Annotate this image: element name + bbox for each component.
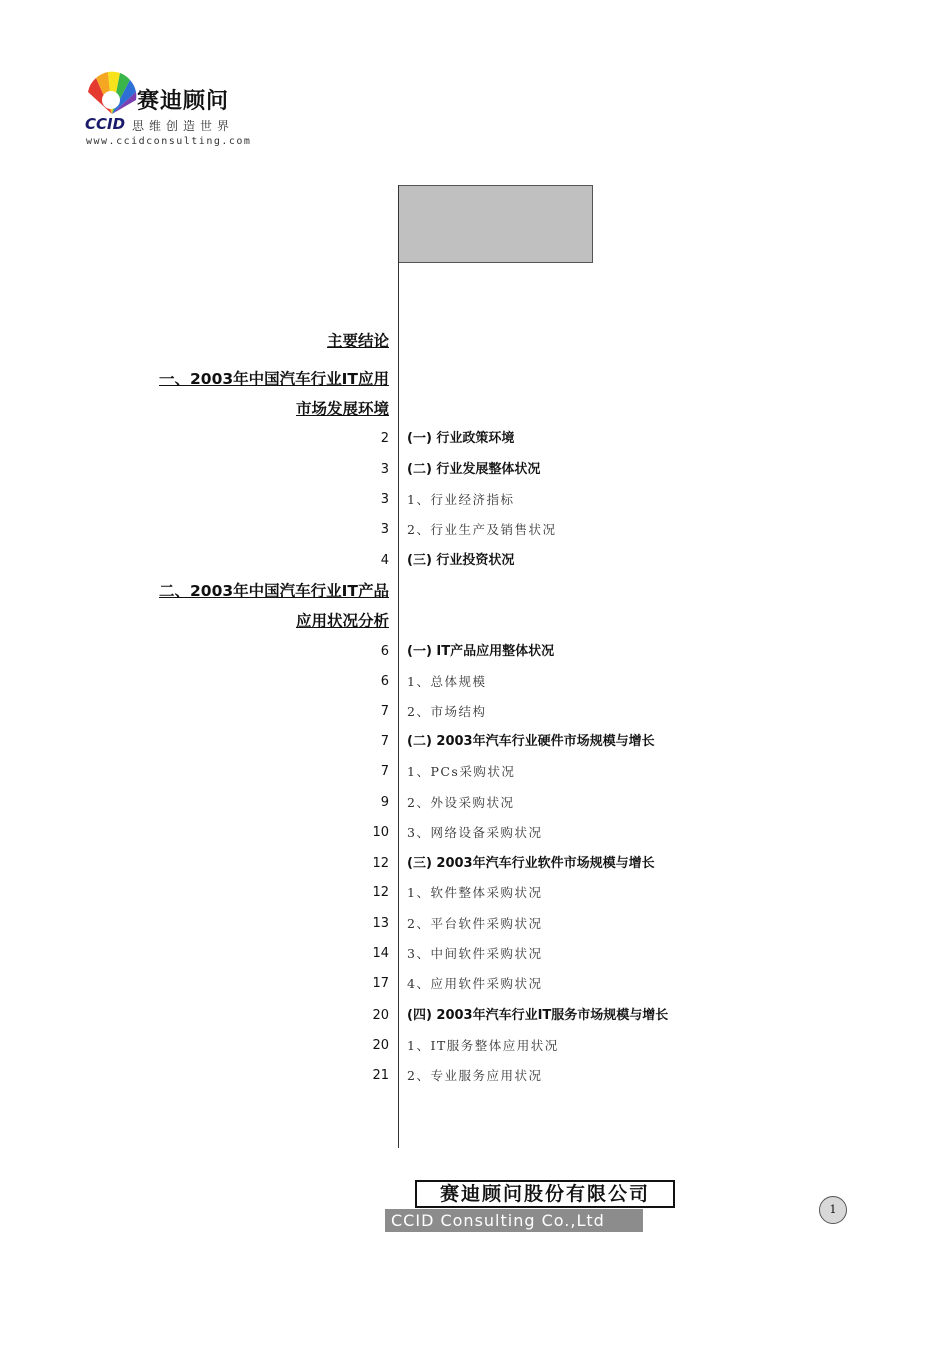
logo-company-name: 赛迪顾问 xyxy=(137,89,230,114)
toc-entry-label: 1、PCs采购状况 xyxy=(407,764,516,779)
toc-page-number: 6 xyxy=(380,674,389,689)
toc-entry-label: 2、外设采购状况 xyxy=(407,795,515,810)
toc-entry-label: (四) 2003年汽车行业IT服务市场规模与增长 xyxy=(407,1008,669,1023)
toc-entry-label: (二) 2003年汽车行业硬件市场规模与增长 xyxy=(407,734,655,749)
toc-entry-label: 4、应用软件采购状况 xyxy=(407,976,543,991)
toc-entry-label: 1、软件整体采购状况 xyxy=(407,885,543,900)
toc-entry-label: 2、行业生产及销售状况 xyxy=(407,522,557,537)
toc-entry-label: (一) IT产品应用整体状况 xyxy=(407,644,555,659)
toc-page-number: 12 xyxy=(372,885,389,900)
toc-page-number: 7 xyxy=(380,764,389,779)
footer-company-name-en: CCID Consulting Co.,Ltd xyxy=(385,1209,643,1232)
toc-entry-label: (三) 2003年汽车行业软件市场规模与增长 xyxy=(407,856,655,871)
logo-slogan: 思维创造世界 xyxy=(132,119,235,133)
toc-page-number: 2 xyxy=(380,431,389,446)
section-1-title-line-2[interactable]: 市场发展环境 xyxy=(295,400,389,418)
toc-entry[interactable] xyxy=(0,1006,950,1026)
toc-heading-main-conclusions[interactable]: 主要结论 xyxy=(326,332,389,350)
toc-page-number: 3 xyxy=(380,462,389,477)
toc-page-number: 7 xyxy=(380,704,389,719)
toc-entry-label: 1、行业经济指标 xyxy=(407,492,515,507)
toc-page-number: 4 xyxy=(380,553,389,568)
toc-entry-label: 2、市场结构 xyxy=(407,704,487,719)
toc-entry[interactable] xyxy=(0,944,950,964)
toc-page-number: 21 xyxy=(372,1068,389,1083)
toc-entry-label: (一) 行业政策环境 xyxy=(407,431,515,446)
footer-company-name-cn: 赛迪顾问股份有限公司 xyxy=(415,1180,675,1208)
logo-url: www.ccidconsulting.com xyxy=(86,136,252,147)
page-number-badge: 1 xyxy=(819,1196,847,1224)
toc-entry[interactable] xyxy=(0,914,950,934)
toc-page-number: 20 xyxy=(372,1038,389,1053)
toc-page-number: 6 xyxy=(380,644,389,659)
toc-entry[interactable] xyxy=(0,823,950,843)
toc-entry[interactable] xyxy=(0,1066,950,1086)
toc-page-number: 3 xyxy=(380,522,389,537)
section-2-title-line-1[interactable]: 二、2003年中国汽车行业IT产品 xyxy=(159,582,389,600)
toc-entry[interactable] xyxy=(0,551,950,571)
toc-entry[interactable] xyxy=(0,1036,950,1056)
section-1-title-line-1[interactable]: 一、2003年中国汽车行业IT应用 xyxy=(159,370,389,388)
toc-entry[interactable] xyxy=(0,642,950,662)
toc-page-number: 12 xyxy=(372,856,389,871)
toc-entry[interactable] xyxy=(0,883,950,903)
toc-page-number: 10 xyxy=(372,825,389,840)
toc-entry-label: 1、IT服务整体应用状况 xyxy=(407,1038,559,1053)
toc-entry-label: 3、中间软件采购状况 xyxy=(407,946,543,961)
toc-page-number: 14 xyxy=(372,946,389,961)
toc-entry[interactable] xyxy=(0,702,950,722)
toc-entry-label: (二) 行业发展整体状况 xyxy=(407,462,541,477)
section-2-title-line-2[interactable]: 应用状况分析 xyxy=(295,612,389,630)
toc-entry[interactable] xyxy=(0,672,950,692)
logo-brand: CCID xyxy=(85,115,126,133)
toc-page-number: 20 xyxy=(372,1008,389,1023)
toc-entry[interactable] xyxy=(0,490,950,510)
toc-entry-label: 1、总体规模 xyxy=(407,674,487,689)
toc-entry-label: (三) 行业投资状况 xyxy=(407,553,515,568)
toc-entry-label: 3、网络设备采购状况 xyxy=(407,825,543,840)
toc-page-number: 3 xyxy=(380,492,389,507)
toc-entry[interactable] xyxy=(0,520,950,540)
toc-page-number: 13 xyxy=(372,916,389,931)
toc-page-number: 17 xyxy=(372,976,389,991)
toc-entry[interactable] xyxy=(0,460,950,480)
toc-entry[interactable] xyxy=(0,732,950,752)
toc-entry[interactable] xyxy=(0,429,950,449)
toc-page-number: 7 xyxy=(380,734,389,749)
toc-entry-label: 2、平台软件采购状况 xyxy=(407,916,543,931)
toc-page-number: 9 xyxy=(380,795,389,810)
toc-entry[interactable] xyxy=(0,762,950,782)
toc-entry[interactable] xyxy=(0,793,950,813)
toc-entry[interactable] xyxy=(0,854,950,874)
toc-entry[interactable] xyxy=(0,974,950,994)
toc-entry-label: 2、专业服务应用状况 xyxy=(407,1068,543,1083)
